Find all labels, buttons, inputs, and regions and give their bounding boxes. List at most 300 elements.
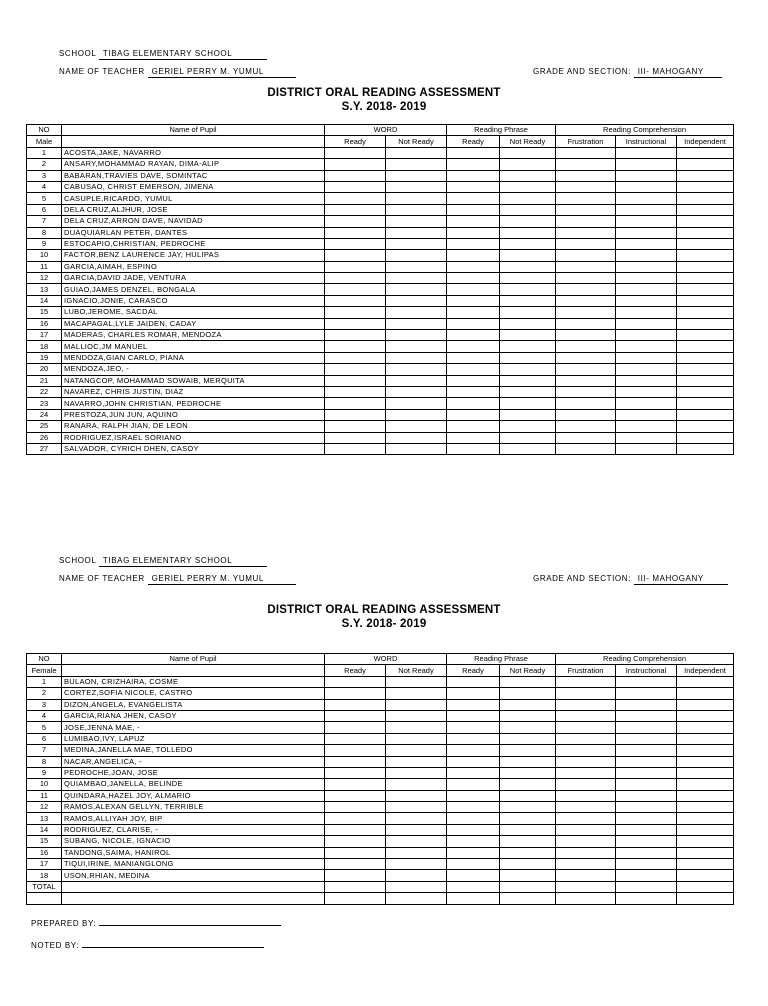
cell-comp-instructional[interactable] bbox=[616, 859, 677, 870]
cell-comp-instructional[interactable] bbox=[616, 307, 677, 318]
cell-comp-frustration[interactable] bbox=[556, 676, 616, 687]
cell-comp-frustration[interactable] bbox=[556, 421, 616, 432]
cell-word-ready[interactable] bbox=[325, 341, 386, 352]
cell-comp-instructional[interactable] bbox=[616, 421, 677, 432]
cell-comp-frustration[interactable] bbox=[556, 227, 616, 238]
cell-comp-instructional[interactable] bbox=[616, 824, 677, 835]
cell-word-ready[interactable] bbox=[325, 859, 386, 870]
cell-phrase-ready[interactable] bbox=[447, 767, 500, 778]
cell-phrase-ready[interactable] bbox=[447, 273, 500, 284]
cell-phrase-ready[interactable] bbox=[447, 170, 500, 181]
cell-comp-independent[interactable] bbox=[677, 676, 734, 687]
cell-word-not-ready[interactable] bbox=[386, 802, 447, 813]
cell-phrase-not-ready[interactable] bbox=[500, 676, 556, 687]
cell-comp-instructional[interactable] bbox=[616, 261, 677, 272]
cell-word-not-ready[interactable] bbox=[386, 756, 447, 767]
blank-cell[interactable] bbox=[386, 893, 447, 904]
cell-comp-instructional[interactable] bbox=[616, 341, 677, 352]
cell-comp-frustration[interactable] bbox=[556, 745, 616, 756]
cell-comp-frustration[interactable] bbox=[556, 204, 616, 215]
cell-phrase-ready[interactable] bbox=[447, 307, 500, 318]
cell-phrase-not-ready[interactable] bbox=[500, 733, 556, 744]
cell-phrase-ready[interactable] bbox=[447, 295, 500, 306]
cell-comp-frustration[interactable] bbox=[556, 273, 616, 284]
cell-comp-frustration[interactable] bbox=[556, 284, 616, 295]
cell-phrase-ready[interactable] bbox=[447, 802, 500, 813]
cell-phrase-not-ready[interactable] bbox=[500, 273, 556, 284]
cell-phrase-not-ready[interactable] bbox=[500, 398, 556, 409]
cell-comp-instructional[interactable] bbox=[616, 284, 677, 295]
cell-comp-frustration[interactable] bbox=[556, 767, 616, 778]
cell-word-not-ready[interactable] bbox=[386, 227, 447, 238]
cell-comp-frustration[interactable] bbox=[556, 870, 616, 881]
cell-word-not-ready[interactable] bbox=[386, 824, 447, 835]
cell-phrase-ready[interactable] bbox=[447, 330, 500, 341]
cell-word-not-ready[interactable] bbox=[386, 398, 447, 409]
cell-phrase-ready[interactable] bbox=[447, 398, 500, 409]
blank-cell[interactable] bbox=[556, 893, 616, 904]
cell-comp-independent[interactable] bbox=[677, 181, 734, 192]
cell-word-not-ready[interactable] bbox=[386, 745, 447, 756]
cell-phrase-not-ready[interactable] bbox=[500, 216, 556, 227]
cell-comp-instructional[interactable] bbox=[616, 273, 677, 284]
cell-comp-instructional[interactable] bbox=[616, 398, 677, 409]
cell-phrase-not-ready[interactable] bbox=[500, 432, 556, 443]
cell-comp-instructional[interactable] bbox=[616, 779, 677, 790]
cell-phrase-not-ready[interactable] bbox=[500, 204, 556, 215]
cell-comp-frustration[interactable] bbox=[556, 779, 616, 790]
cell-comp-instructional[interactable] bbox=[616, 250, 677, 261]
cell-comp-independent[interactable] bbox=[677, 307, 734, 318]
cell-word-not-ready[interactable] bbox=[386, 836, 447, 847]
cell-phrase-ready[interactable] bbox=[447, 710, 500, 721]
cell-comp-instructional[interactable] bbox=[616, 710, 677, 721]
cell-word-not-ready[interactable] bbox=[386, 238, 447, 249]
cell-phrase-ready[interactable] bbox=[447, 250, 500, 261]
cell-phrase-ready[interactable] bbox=[447, 779, 500, 790]
cell-phrase-not-ready[interactable] bbox=[500, 375, 556, 386]
cell-phrase-not-ready[interactable] bbox=[500, 802, 556, 813]
cell-comp-instructional[interactable] bbox=[616, 870, 677, 881]
cell-comp-instructional[interactable] bbox=[616, 318, 677, 329]
cell-word-not-ready[interactable] bbox=[386, 261, 447, 272]
cell-word-ready[interactable] bbox=[325, 722, 386, 733]
cell-comp-independent[interactable] bbox=[677, 227, 734, 238]
cell-comp-instructional[interactable] bbox=[616, 813, 677, 824]
cell-comp-instructional[interactable] bbox=[616, 330, 677, 341]
cell-comp-instructional[interactable] bbox=[616, 699, 677, 710]
cell-comp-instructional[interactable] bbox=[616, 802, 677, 813]
cell-comp-independent[interactable] bbox=[677, 341, 734, 352]
cell-phrase-ready[interactable] bbox=[447, 824, 500, 835]
cell-phrase-ready[interactable] bbox=[447, 261, 500, 272]
cell-word-not-ready[interactable] bbox=[386, 341, 447, 352]
cell-word-ready[interactable] bbox=[325, 790, 386, 801]
cell-comp-instructional[interactable] bbox=[616, 443, 677, 454]
cell-phrase-not-ready[interactable] bbox=[500, 767, 556, 778]
cell-phrase-ready[interactable] bbox=[447, 870, 500, 881]
cell-word-not-ready[interactable] bbox=[386, 409, 447, 420]
cell-word-ready[interactable] bbox=[325, 421, 386, 432]
cell-word-ready[interactable] bbox=[325, 227, 386, 238]
cell-word-ready[interactable] bbox=[325, 432, 386, 443]
cell-comp-independent[interactable] bbox=[677, 745, 734, 756]
cell-comp-independent[interactable] bbox=[677, 432, 734, 443]
cell-comp-frustration[interactable] bbox=[556, 181, 616, 192]
cell-word-not-ready[interactable] bbox=[386, 375, 447, 386]
cell-phrase-ready[interactable] bbox=[447, 745, 500, 756]
cell-comp-independent[interactable] bbox=[677, 238, 734, 249]
cell-word-ready[interactable] bbox=[325, 284, 386, 295]
cell-phrase-not-ready[interactable] bbox=[500, 409, 556, 420]
blank-cell[interactable] bbox=[325, 893, 386, 904]
cell-comp-frustration[interactable] bbox=[556, 193, 616, 204]
cell-word-ready[interactable] bbox=[325, 779, 386, 790]
cell-phrase-not-ready[interactable] bbox=[500, 261, 556, 272]
cell-comp-independent[interactable] bbox=[677, 756, 734, 767]
cell-word-ready[interactable] bbox=[325, 688, 386, 699]
cell-word-not-ready[interactable] bbox=[386, 779, 447, 790]
cell-word-ready[interactable] bbox=[325, 295, 386, 306]
cell-comp-independent[interactable] bbox=[677, 273, 734, 284]
cell-word-ready[interactable] bbox=[325, 745, 386, 756]
cell-word-ready[interactable] bbox=[325, 767, 386, 778]
cell-word-ready[interactable] bbox=[325, 386, 386, 397]
cell-phrase-not-ready[interactable] bbox=[500, 250, 556, 261]
cell-word-not-ready[interactable] bbox=[386, 147, 447, 158]
cell-phrase-not-ready[interactable] bbox=[500, 284, 556, 295]
cell-comp-instructional[interactable] bbox=[616, 159, 677, 170]
cell-comp-independent[interactable] bbox=[677, 375, 734, 386]
cell-comp-instructional[interactable] bbox=[616, 181, 677, 192]
cell-word-ready[interactable] bbox=[325, 756, 386, 767]
cell-comp-frustration[interactable] bbox=[556, 261, 616, 272]
cell-phrase-not-ready[interactable] bbox=[500, 756, 556, 767]
cell-comp-frustration[interactable] bbox=[556, 147, 616, 158]
cell-phrase-not-ready[interactable] bbox=[500, 227, 556, 238]
cell-comp-instructional[interactable] bbox=[616, 147, 677, 158]
cell-phrase-not-ready[interactable] bbox=[500, 352, 556, 363]
cell-word-ready[interactable] bbox=[325, 443, 386, 454]
cell-phrase-not-ready[interactable] bbox=[500, 159, 556, 170]
cell-comp-frustration[interactable] bbox=[556, 733, 616, 744]
cell-phrase-ready[interactable] bbox=[447, 227, 500, 238]
cell-phrase-ready[interactable] bbox=[447, 756, 500, 767]
cell-comp-instructional[interactable] bbox=[616, 676, 677, 687]
cell-phrase-ready[interactable] bbox=[447, 813, 500, 824]
cell-word-not-ready[interactable] bbox=[386, 250, 447, 261]
cell-word-not-ready[interactable] bbox=[386, 767, 447, 778]
cell-comp-frustration[interactable] bbox=[556, 375, 616, 386]
cell-comp-independent[interactable] bbox=[677, 386, 734, 397]
cell-phrase-not-ready[interactable] bbox=[500, 443, 556, 454]
cell-comp-instructional[interactable] bbox=[616, 722, 677, 733]
cell-comp-frustration[interactable] bbox=[556, 836, 616, 847]
cell-word-not-ready[interactable] bbox=[386, 722, 447, 733]
cell-comp-independent[interactable] bbox=[677, 330, 734, 341]
cell-word-ready[interactable] bbox=[325, 802, 386, 813]
cell-comp-instructional[interactable] bbox=[616, 238, 677, 249]
cell-comp-instructional[interactable] bbox=[616, 745, 677, 756]
cell-word-ready[interactable] bbox=[325, 352, 386, 363]
cell-comp-instructional[interactable] bbox=[616, 767, 677, 778]
cell-comp-frustration[interactable] bbox=[556, 216, 616, 227]
cell-comp-independent[interactable] bbox=[677, 802, 734, 813]
cell-word-not-ready[interactable] bbox=[386, 432, 447, 443]
cell-word-ready[interactable] bbox=[325, 710, 386, 721]
cell-phrase-ready[interactable] bbox=[447, 147, 500, 158]
cell-phrase-not-ready[interactable] bbox=[500, 295, 556, 306]
cell-comp-frustration[interactable] bbox=[556, 352, 616, 363]
total-phrase-not-ready[interactable] bbox=[500, 881, 556, 892]
cell-comp-frustration[interactable] bbox=[556, 688, 616, 699]
cell-comp-frustration[interactable] bbox=[556, 386, 616, 397]
cell-phrase-not-ready[interactable] bbox=[500, 147, 556, 158]
cell-comp-frustration[interactable] bbox=[556, 699, 616, 710]
cell-comp-frustration[interactable] bbox=[556, 238, 616, 249]
cell-phrase-ready[interactable] bbox=[447, 790, 500, 801]
total-word-not-ready[interactable] bbox=[386, 881, 447, 892]
cell-comp-frustration[interactable] bbox=[556, 170, 616, 181]
cell-word-not-ready[interactable] bbox=[386, 352, 447, 363]
cell-comp-frustration[interactable] bbox=[556, 443, 616, 454]
cell-phrase-not-ready[interactable] bbox=[500, 722, 556, 733]
cell-word-ready[interactable] bbox=[325, 330, 386, 341]
cell-word-not-ready[interactable] bbox=[386, 204, 447, 215]
cell-phrase-ready[interactable] bbox=[447, 364, 500, 375]
cell-phrase-not-ready[interactable] bbox=[500, 710, 556, 721]
cell-comp-independent[interactable] bbox=[677, 250, 734, 261]
cell-word-ready[interactable] bbox=[325, 870, 386, 881]
cell-comp-independent[interactable] bbox=[677, 295, 734, 306]
blank-cell[interactable] bbox=[677, 893, 734, 904]
cell-word-not-ready[interactable] bbox=[386, 284, 447, 295]
cell-word-ready[interactable] bbox=[325, 238, 386, 249]
cell-comp-frustration[interactable] bbox=[556, 398, 616, 409]
cell-word-ready[interactable] bbox=[325, 813, 386, 824]
cell-phrase-ready[interactable] bbox=[447, 409, 500, 420]
cell-word-not-ready[interactable] bbox=[386, 676, 447, 687]
cell-phrase-not-ready[interactable] bbox=[500, 779, 556, 790]
cell-word-not-ready[interactable] bbox=[386, 710, 447, 721]
cell-phrase-ready[interactable] bbox=[447, 375, 500, 386]
cell-comp-frustration[interactable] bbox=[556, 710, 616, 721]
cell-comp-independent[interactable] bbox=[677, 790, 734, 801]
cell-word-not-ready[interactable] bbox=[386, 330, 447, 341]
cell-comp-frustration[interactable] bbox=[556, 250, 616, 261]
cell-word-ready[interactable] bbox=[325, 824, 386, 835]
cell-phrase-not-ready[interactable] bbox=[500, 847, 556, 858]
cell-phrase-not-ready[interactable] bbox=[500, 238, 556, 249]
cell-comp-independent[interactable] bbox=[677, 364, 734, 375]
cell-comp-frustration[interactable] bbox=[556, 824, 616, 835]
cell-phrase-ready[interactable] bbox=[447, 722, 500, 733]
cell-word-not-ready[interactable] bbox=[386, 307, 447, 318]
cell-comp-independent[interactable] bbox=[677, 443, 734, 454]
cell-word-not-ready[interactable] bbox=[386, 193, 447, 204]
cell-word-not-ready[interactable] bbox=[386, 386, 447, 397]
noted-by-signature-field[interactable] bbox=[82, 939, 264, 948]
cell-comp-independent[interactable] bbox=[677, 870, 734, 881]
total-comp-frustration[interactable] bbox=[556, 881, 616, 892]
cell-word-ready[interactable] bbox=[325, 409, 386, 420]
cell-comp-frustration[interactable] bbox=[556, 330, 616, 341]
cell-comp-independent[interactable] bbox=[677, 261, 734, 272]
cell-word-ready[interactable] bbox=[325, 375, 386, 386]
cell-comp-instructional[interactable] bbox=[616, 386, 677, 397]
cell-comp-frustration[interactable] bbox=[556, 790, 616, 801]
cell-phrase-not-ready[interactable] bbox=[500, 859, 556, 870]
cell-word-not-ready[interactable] bbox=[386, 421, 447, 432]
cell-word-ready[interactable] bbox=[325, 193, 386, 204]
cell-phrase-ready[interactable] bbox=[447, 421, 500, 432]
cell-comp-instructional[interactable] bbox=[616, 409, 677, 420]
cell-word-not-ready[interactable] bbox=[386, 859, 447, 870]
cell-word-not-ready[interactable] bbox=[386, 733, 447, 744]
total-word-ready[interactable] bbox=[325, 881, 386, 892]
cell-comp-instructional[interactable] bbox=[616, 295, 677, 306]
cell-phrase-ready[interactable] bbox=[447, 216, 500, 227]
cell-comp-instructional[interactable] bbox=[616, 375, 677, 386]
cell-comp-independent[interactable] bbox=[677, 147, 734, 158]
cell-comp-independent[interactable] bbox=[677, 409, 734, 420]
cell-phrase-not-ready[interactable] bbox=[500, 318, 556, 329]
cell-phrase-ready[interactable] bbox=[447, 676, 500, 687]
cell-comp-instructional[interactable] bbox=[616, 836, 677, 847]
cell-comp-independent[interactable] bbox=[677, 710, 734, 721]
cell-phrase-not-ready[interactable] bbox=[500, 824, 556, 835]
cell-phrase-ready[interactable] bbox=[447, 159, 500, 170]
cell-phrase-ready[interactable] bbox=[447, 688, 500, 699]
total-phrase-ready[interactable] bbox=[447, 881, 500, 892]
cell-word-ready[interactable] bbox=[325, 273, 386, 284]
cell-phrase-ready[interactable] bbox=[447, 193, 500, 204]
cell-comp-independent[interactable] bbox=[677, 421, 734, 432]
cell-comp-instructional[interactable] bbox=[616, 847, 677, 858]
cell-comp-independent[interactable] bbox=[677, 318, 734, 329]
cell-phrase-not-ready[interactable] bbox=[500, 170, 556, 181]
cell-word-ready[interactable] bbox=[325, 318, 386, 329]
cell-comp-frustration[interactable] bbox=[556, 295, 616, 306]
cell-comp-independent[interactable] bbox=[677, 216, 734, 227]
cell-phrase-not-ready[interactable] bbox=[500, 330, 556, 341]
cell-comp-frustration[interactable] bbox=[556, 432, 616, 443]
cell-word-ready[interactable] bbox=[325, 307, 386, 318]
cell-phrase-not-ready[interactable] bbox=[500, 836, 556, 847]
cell-phrase-not-ready[interactable] bbox=[500, 307, 556, 318]
cell-phrase-not-ready[interactable] bbox=[500, 181, 556, 192]
cell-word-not-ready[interactable] bbox=[386, 790, 447, 801]
cell-word-ready[interactable] bbox=[325, 398, 386, 409]
blank-cell[interactable] bbox=[447, 893, 500, 904]
cell-phrase-not-ready[interactable] bbox=[500, 341, 556, 352]
cell-word-ready[interactable] bbox=[325, 250, 386, 261]
cell-comp-independent[interactable] bbox=[677, 204, 734, 215]
cell-comp-independent[interactable] bbox=[677, 847, 734, 858]
cell-phrase-not-ready[interactable] bbox=[500, 193, 556, 204]
cell-phrase-ready[interactable] bbox=[447, 204, 500, 215]
cell-comp-independent[interactable] bbox=[677, 836, 734, 847]
cell-comp-frustration[interactable] bbox=[556, 341, 616, 352]
cell-word-not-ready[interactable] bbox=[386, 159, 447, 170]
cell-comp-instructional[interactable] bbox=[616, 756, 677, 767]
cell-comp-independent[interactable] bbox=[677, 813, 734, 824]
cell-word-ready[interactable] bbox=[325, 216, 386, 227]
cell-word-not-ready[interactable] bbox=[386, 295, 447, 306]
cell-comp-independent[interactable] bbox=[677, 699, 734, 710]
cell-phrase-not-ready[interactable] bbox=[500, 813, 556, 824]
cell-comp-instructional[interactable] bbox=[616, 204, 677, 215]
cell-word-ready[interactable] bbox=[325, 676, 386, 687]
cell-phrase-ready[interactable] bbox=[447, 341, 500, 352]
cell-comp-independent[interactable] bbox=[677, 767, 734, 778]
cell-comp-independent[interactable] bbox=[677, 170, 734, 181]
cell-comp-instructional[interactable] bbox=[616, 170, 677, 181]
cell-phrase-ready[interactable] bbox=[447, 386, 500, 397]
cell-phrase-ready[interactable] bbox=[447, 443, 500, 454]
cell-comp-instructional[interactable] bbox=[616, 733, 677, 744]
cell-word-not-ready[interactable] bbox=[386, 847, 447, 858]
cell-comp-instructional[interactable] bbox=[616, 364, 677, 375]
cell-comp-frustration[interactable] bbox=[556, 859, 616, 870]
cell-word-not-ready[interactable] bbox=[386, 813, 447, 824]
cell-word-ready[interactable] bbox=[325, 733, 386, 744]
cell-comp-frustration[interactable] bbox=[556, 847, 616, 858]
cell-phrase-ready[interactable] bbox=[447, 432, 500, 443]
cell-phrase-not-ready[interactable] bbox=[500, 688, 556, 699]
cell-word-ready[interactable] bbox=[325, 699, 386, 710]
cell-comp-independent[interactable] bbox=[677, 159, 734, 170]
cell-phrase-not-ready[interactable] bbox=[500, 699, 556, 710]
blank-cell[interactable] bbox=[616, 893, 677, 904]
cell-phrase-not-ready[interactable] bbox=[500, 870, 556, 881]
cell-comp-frustration[interactable] bbox=[556, 756, 616, 767]
cell-word-ready[interactable] bbox=[325, 159, 386, 170]
cell-phrase-not-ready[interactable] bbox=[500, 790, 556, 801]
cell-comp-independent[interactable] bbox=[677, 859, 734, 870]
cell-word-not-ready[interactable] bbox=[386, 273, 447, 284]
cell-phrase-ready[interactable] bbox=[447, 181, 500, 192]
cell-phrase-not-ready[interactable] bbox=[500, 421, 556, 432]
cell-comp-instructional[interactable] bbox=[616, 688, 677, 699]
cell-phrase-not-ready[interactable] bbox=[500, 364, 556, 375]
cell-comp-independent[interactable] bbox=[677, 398, 734, 409]
cell-comp-instructional[interactable] bbox=[616, 352, 677, 363]
cell-word-ready[interactable] bbox=[325, 364, 386, 375]
cell-word-ready[interactable] bbox=[325, 170, 386, 181]
cell-phrase-ready[interactable] bbox=[447, 733, 500, 744]
cell-word-ready[interactable] bbox=[325, 181, 386, 192]
cell-comp-frustration[interactable] bbox=[556, 802, 616, 813]
cell-phrase-ready[interactable] bbox=[447, 238, 500, 249]
cell-word-not-ready[interactable] bbox=[386, 170, 447, 181]
cell-word-not-ready[interactable] bbox=[386, 688, 447, 699]
cell-phrase-ready[interactable] bbox=[447, 859, 500, 870]
cell-word-not-ready[interactable] bbox=[386, 870, 447, 881]
cell-comp-frustration[interactable] bbox=[556, 364, 616, 375]
cell-word-ready[interactable] bbox=[325, 147, 386, 158]
cell-phrase-not-ready[interactable] bbox=[500, 745, 556, 756]
cell-comp-instructional[interactable] bbox=[616, 193, 677, 204]
cell-word-not-ready[interactable] bbox=[386, 216, 447, 227]
cell-word-ready[interactable] bbox=[325, 261, 386, 272]
cell-comp-instructional[interactable] bbox=[616, 227, 677, 238]
cell-comp-independent[interactable] bbox=[677, 733, 734, 744]
prepared-by-signature-field[interactable] bbox=[99, 917, 281, 926]
total-comp-independent[interactable] bbox=[677, 881, 734, 892]
cell-comp-frustration[interactable] bbox=[556, 307, 616, 318]
cell-comp-independent[interactable] bbox=[677, 722, 734, 733]
